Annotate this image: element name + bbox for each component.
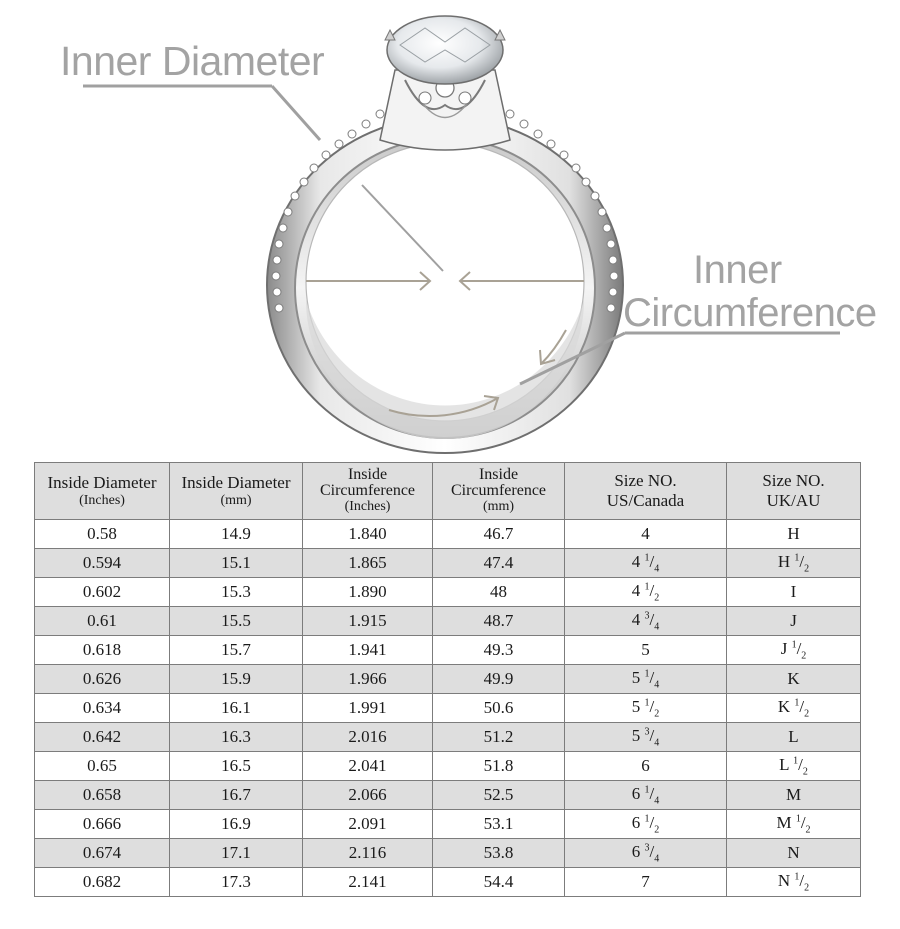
table-row xyxy=(35,578,861,607)
inner-diameter-label: Inner Diameter xyxy=(60,38,325,84)
cell-circumference-inches: 2.016 xyxy=(303,723,433,752)
table-row xyxy=(35,752,861,781)
diamond-gem xyxy=(385,16,505,84)
cell-circumference-inches: 1.865 xyxy=(303,549,433,578)
header-inside-diameter-inches: Inside Diameter (Inches) xyxy=(35,463,170,520)
cell-size-us: 5 $^1/_2$ xyxy=(565,694,727,723)
cell-size-us: 5 $^3/_4$ xyxy=(565,723,727,752)
ring-band xyxy=(267,117,623,453)
cell-diameter-inches: 0.642 xyxy=(35,723,170,752)
table-row xyxy=(35,520,861,549)
cell-diameter-mm: 15.1 xyxy=(170,549,303,578)
cell-size-us: 5 $^1/_4$ xyxy=(565,665,727,694)
cell-circumference-mm: 46.7 xyxy=(433,520,565,549)
table-row xyxy=(35,839,861,868)
cell-diameter-mm: 16.9 xyxy=(170,810,303,839)
cell-size-uk: H xyxy=(727,520,861,549)
table-row xyxy=(35,665,861,694)
cell-size-us: 5 xyxy=(565,636,727,665)
inner-circumference-label-line1: Inner xyxy=(693,248,782,292)
cell-circumference-mm: 51.2 xyxy=(433,723,565,752)
cell-size-us: 6 $^1/_4$ xyxy=(565,781,727,810)
cell-circumference-inches: 1.840 xyxy=(303,520,433,549)
header-size-uk-au: Size NO. UK/AU xyxy=(727,463,861,520)
cell-circumference-mm: 49.9 xyxy=(433,665,565,694)
cell-diameter-inches: 0.594 xyxy=(35,549,170,578)
table-body xyxy=(35,520,861,897)
cell-circumference-mm: 47.4 xyxy=(433,549,565,578)
table-header-row xyxy=(35,463,861,520)
cell-circumference-inches: 2.091 xyxy=(303,810,433,839)
cell-circumference-inches: 1.966 xyxy=(303,665,433,694)
cell-circumference-mm: 50.6 xyxy=(433,694,565,723)
cell-diameter-inches: 0.61 xyxy=(35,607,170,636)
cell-circumference-mm: 53.8 xyxy=(433,839,565,868)
cell-circumference-mm: 54.4 xyxy=(433,868,565,897)
table-row xyxy=(35,694,861,723)
cell-circumference-mm: 48.7 xyxy=(433,607,565,636)
cell-circumference-inches: 2.116 xyxy=(303,839,433,868)
header-inside-diameter-mm: Inside Diameter (mm) xyxy=(170,463,303,520)
cell-size-uk: I xyxy=(727,578,861,607)
cell-diameter-mm: 15.7 xyxy=(170,636,303,665)
cell-circumference-mm: 51.8 xyxy=(433,752,565,781)
cell-diameter-inches: 0.602 xyxy=(35,578,170,607)
table-row xyxy=(35,781,861,810)
table-row xyxy=(35,636,861,665)
cell-size-uk: N xyxy=(727,839,861,868)
header-inside-circumference-mm: Inside Circumference (mm) xyxy=(433,463,565,520)
table-row xyxy=(35,549,861,578)
cell-circumference-mm: 53.1 xyxy=(433,810,565,839)
cell-diameter-inches: 0.658 xyxy=(35,781,170,810)
cell-diameter-mm: 15.5 xyxy=(170,607,303,636)
cell-diameter-mm: 15.3 xyxy=(170,578,303,607)
cell-size-us: 4 xyxy=(565,520,727,549)
cell-diameter-inches: 0.58 xyxy=(35,520,170,549)
cell-circumference-inches: 2.066 xyxy=(303,781,433,810)
cell-diameter-mm: 16.7 xyxy=(170,781,303,810)
cell-size-us: 4 $^1/_2$ xyxy=(565,578,727,607)
cell-size-uk: M $^1/_2$ xyxy=(727,810,861,839)
cell-diameter-mm: 17.1 xyxy=(170,839,303,868)
cell-size-uk: J xyxy=(727,607,861,636)
cell-circumference-inches: 1.941 xyxy=(303,636,433,665)
cell-circumference-inches: 1.915 xyxy=(303,607,433,636)
cell-diameter-mm: 16.3 xyxy=(170,723,303,752)
cell-size-us: 6 $^1/_2$ xyxy=(565,810,727,839)
cell-diameter-mm: 14.9 xyxy=(170,520,303,549)
cell-diameter-mm: 16.1 xyxy=(170,694,303,723)
cell-circumference-inches: 2.041 xyxy=(303,752,433,781)
header-inside-circumference-inches: Inside Circumference (Inches) xyxy=(303,463,433,520)
cell-diameter-mm: 17.3 xyxy=(170,868,303,897)
cell-diameter-mm: 15.9 xyxy=(170,665,303,694)
cell-size-us: 4 $^3/_4$ xyxy=(565,607,727,636)
ring-size-table xyxy=(34,462,861,897)
cell-diameter-inches: 0.666 xyxy=(35,810,170,839)
cell-diameter-inches: 0.618 xyxy=(35,636,170,665)
cell-circumference-mm: 48 xyxy=(433,578,565,607)
cell-circumference-mm: 49.3 xyxy=(433,636,565,665)
header-size-us-canada: Size NO. US/Canada xyxy=(565,463,727,520)
cell-size-us: 7 xyxy=(565,868,727,897)
cell-size-uk: H $^1/_2$ xyxy=(727,549,861,578)
cell-circumference-mm: 52.5 xyxy=(433,781,565,810)
cell-size-uk: K xyxy=(727,665,861,694)
table-row xyxy=(35,607,861,636)
inner-circumference-label-line2: Circumference xyxy=(623,291,877,335)
cell-circumference-inches: 2.141 xyxy=(303,868,433,897)
cell-diameter-inches: 0.674 xyxy=(35,839,170,868)
table-row xyxy=(35,723,861,752)
cell-size-uk: J $^1/_2$ xyxy=(727,636,861,665)
cell-diameter-inches: 0.682 xyxy=(35,868,170,897)
cell-diameter-inches: 0.65 xyxy=(35,752,170,781)
cell-diameter-inches: 0.626 xyxy=(35,665,170,694)
cell-size-uk: L $^1/_2$ xyxy=(727,752,861,781)
cell-circumference-inches: 1.890 xyxy=(303,578,433,607)
table-row xyxy=(35,810,861,839)
cell-size-us: 6 xyxy=(565,752,727,781)
cell-size-us: 4 $^1/_4$ xyxy=(565,549,727,578)
cell-diameter-inches: 0.634 xyxy=(35,694,170,723)
cell-size-uk: K $^1/_2$ xyxy=(727,694,861,723)
table-row xyxy=(35,868,861,897)
cell-circumference-inches: 1.991 xyxy=(303,694,433,723)
cell-size-uk: N $^1/_2$ xyxy=(727,868,861,897)
cell-diameter-mm: 16.5 xyxy=(170,752,303,781)
cell-size-uk: L xyxy=(727,723,861,752)
cell-size-uk: M xyxy=(727,781,861,810)
cell-size-us: 6 $^3/_4$ xyxy=(565,839,727,868)
